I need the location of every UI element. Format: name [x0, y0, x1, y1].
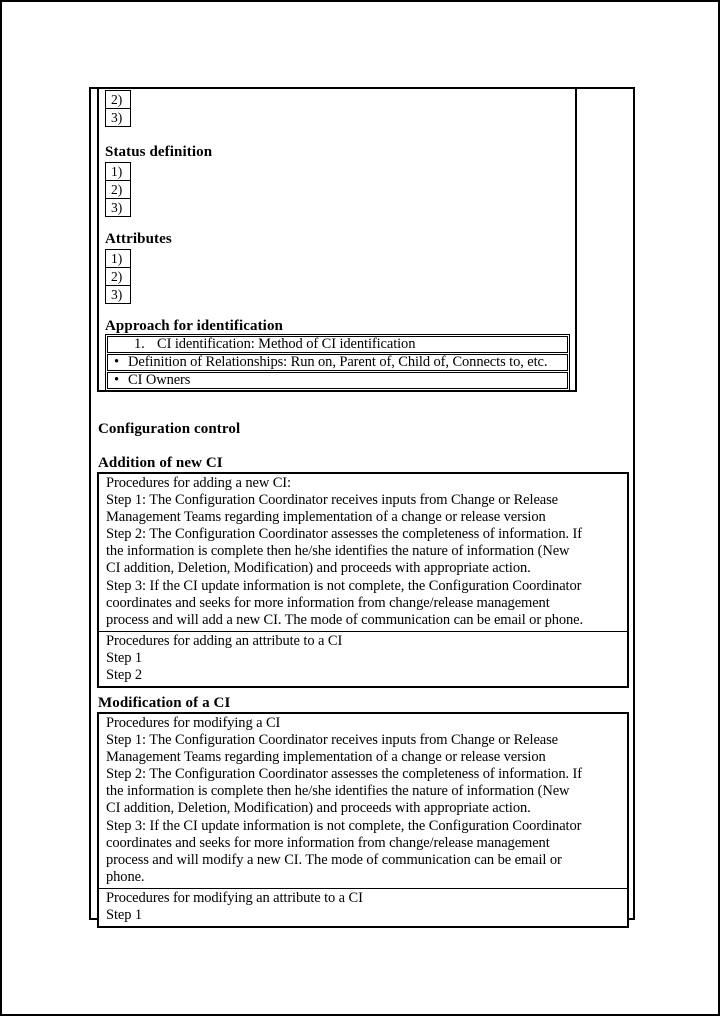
attributes-box-list — [105, 249, 131, 304]
text-line: Management Teams regarding implementation of a change or release version — [106, 509, 546, 526]
list-item-box: 3) — [105, 198, 131, 217]
list-item-box: 2) — [105, 267, 131, 286]
bullet-marker: • — [114, 354, 119, 370]
numbered-box-list-continued — [105, 90, 131, 127]
text-line: Step 1: The Configuration Coordinator receives inputs from Change or Release — [106, 732, 558, 749]
text-line: Step 2: The Configuration Coordinator assesses the completeness of information. If — [106, 526, 582, 543]
modification-table — [97, 712, 629, 928]
text-line: process and will add a new CI. The mode of communication can be email or phone. — [106, 611, 584, 628]
status-definition-box-list — [105, 162, 131, 217]
text-line: CI addition, Deletion, Modification) and proceeds with appropriate action. — [106, 560, 531, 577]
approach-identification-heading: Approach for identification — [105, 318, 283, 334]
text-line: Procedures for adding a new CI: — [106, 475, 291, 491]
text-line: Step 3: If the CI update information is not complete, the Configuration Coordinator — [106, 577, 582, 594]
list-item-box: 2) — [105, 180, 131, 199]
status-definition-heading: Status definition — [105, 144, 213, 160]
configuration-control-heading: Configuration control — [98, 421, 241, 437]
number-marker: 1. — [134, 336, 145, 352]
text-line: Procedures for modifying an attribute to a CI — [106, 889, 363, 906]
list-item-box: 1) — [105, 249, 131, 268]
approach-row-text: Definition of Relationships: Run on, Parent of, Child of, Connects to, etc. — [128, 354, 548, 370]
text-line: Step 1 — [106, 907, 143, 924]
approach-row-relationships — [107, 354, 568, 371]
approach-row-ci-identification — [107, 336, 568, 353]
modification-procedures-row — [99, 714, 627, 888]
text-line: Procedures for adding an attribute to a CI — [106, 632, 343, 649]
text-line: Step 1 — [106, 649, 143, 666]
addition-table — [97, 472, 629, 688]
addition-attribute-row — [99, 631, 627, 686]
modification-of-ci-heading: Modification of a CI — [98, 695, 231, 711]
text-line: Procedures for modifying a CI — [106, 715, 281, 731]
attributes-heading: Attributes — [105, 231, 172, 247]
text-line: the information is complete then he/she identifies the nature of information (New — [106, 543, 570, 560]
text-line: Step 1: The Configuration Coordinator receives inputs from Change or Release — [106, 492, 558, 509]
list-item-box: 2) — [105, 90, 131, 109]
text-line: Step 2 — [106, 667, 143, 684]
approach-row-text: CI Owners — [128, 372, 191, 388]
approach-row-text: CI identification: Method of CI identification — [157, 336, 416, 352]
list-item-box: 3) — [105, 285, 131, 304]
list-item-box: 3) — [105, 108, 131, 127]
text-line: Management Teams regarding implementation of a change or release version — [106, 749, 546, 766]
text-line: process and will modify a new CI. The mode of communication can be email or — [106, 851, 562, 868]
text-line: the information is complete then he/she identifies the nature of information (New — [106, 783, 570, 800]
text-line: CI addition, Deletion, Modification) and proceeds with appropriate action. — [106, 800, 531, 817]
text-line: Step 2: The Configuration Coordinator assesses the completeness of information. If — [106, 766, 582, 783]
text-line: phone. — [106, 868, 145, 885]
approach-identification-table — [105, 334, 570, 391]
text-line: Step 3: If the CI update information is not complete, the Configuration Coordinator — [106, 817, 582, 834]
list-item-box: 1) — [105, 162, 131, 181]
modification-attribute-row — [99, 888, 627, 926]
text-line: coordinates and seeks for more information from change/release management — [106, 834, 550, 851]
text-line: coordinates and seeks for more information from change/release management — [106, 594, 550, 611]
identification-table — [97, 87, 577, 392]
addition-procedures-row — [99, 474, 627, 631]
approach-row-ci-owners — [107, 372, 568, 389]
bullet-marker: • — [114, 372, 119, 388]
addition-of-new-ci-heading: Addition of new CI — [98, 455, 223, 471]
